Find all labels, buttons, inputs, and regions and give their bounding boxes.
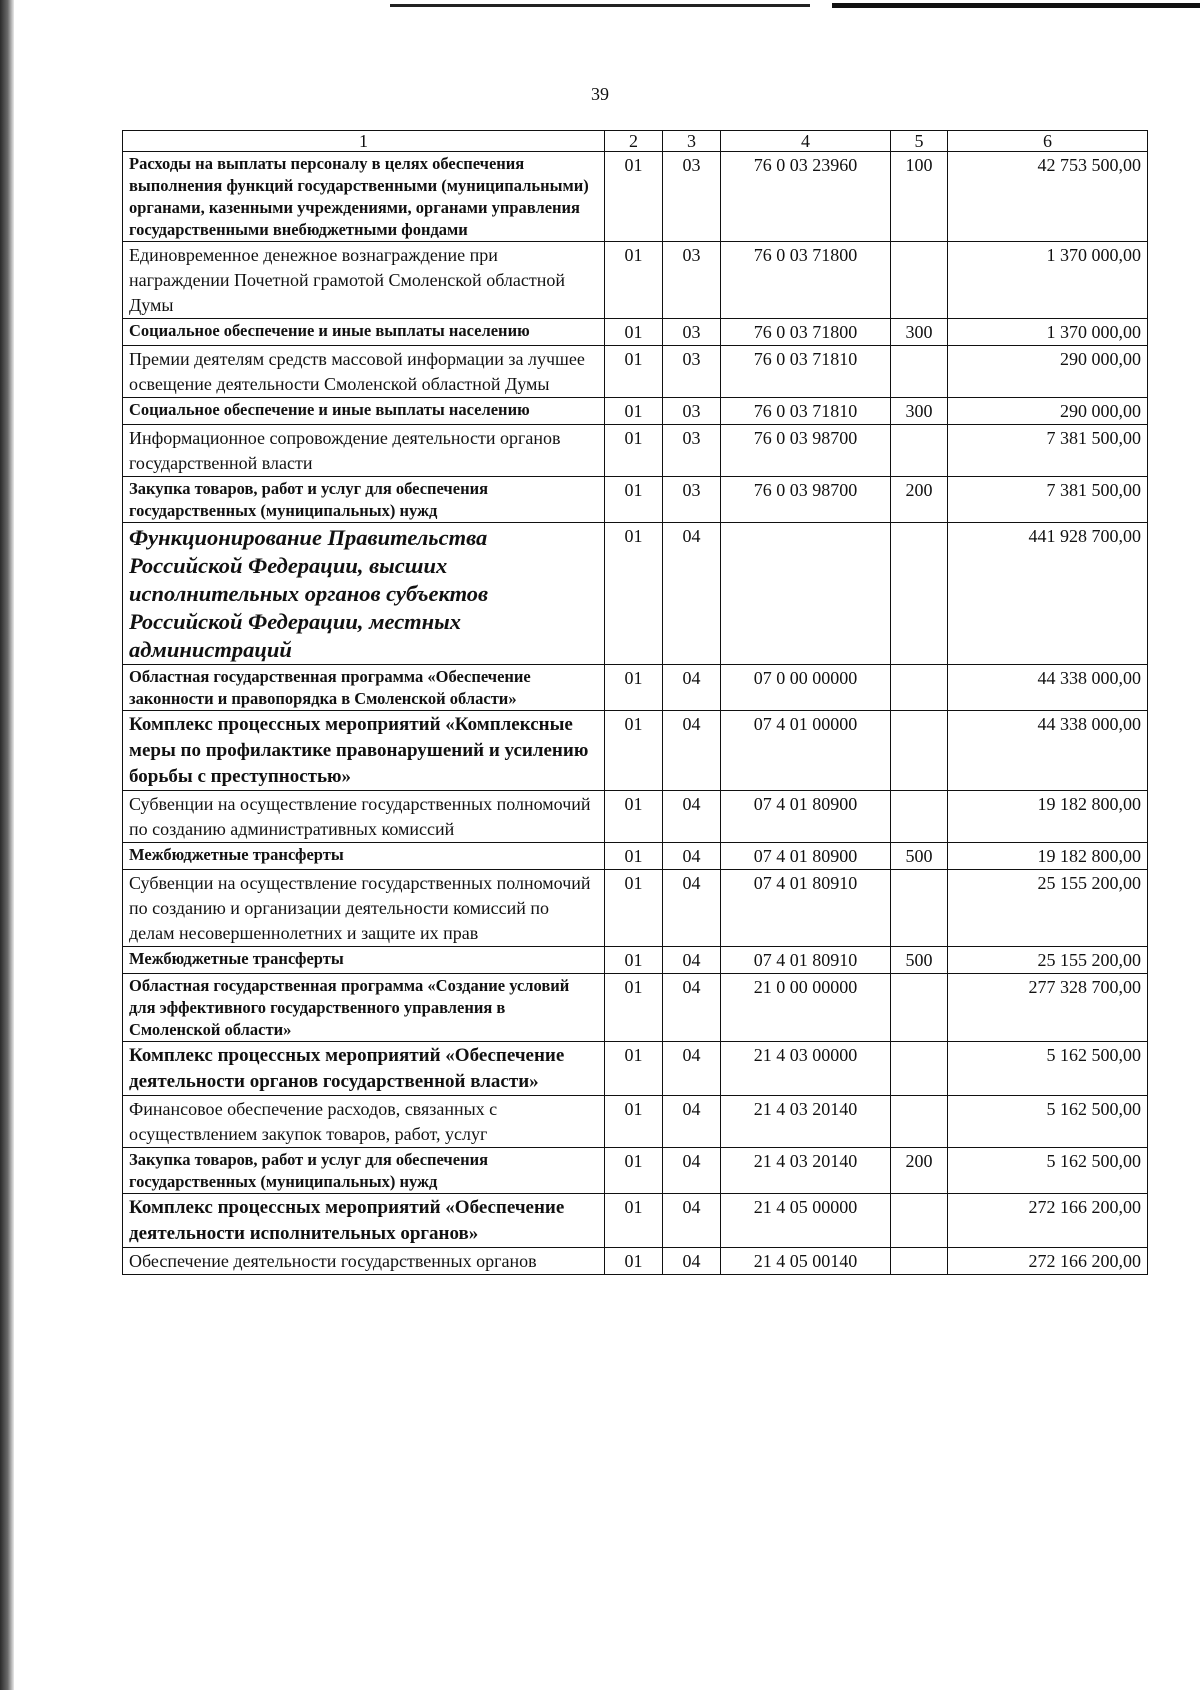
expense-type-code [891, 1248, 948, 1275]
section-code: 01 [605, 152, 663, 242]
subsection-code: 04 [663, 947, 721, 974]
subsection-code: 04 [663, 1194, 721, 1248]
amount: 19 182 800,00 [948, 843, 1148, 870]
page-number: 39 [591, 84, 609, 104]
subsection-code: 04 [663, 1096, 721, 1148]
table-row [123, 425, 1148, 477]
target-article-code: 76 0 03 98700 [721, 477, 891, 523]
amount: 19 182 800,00 [948, 791, 1148, 843]
expense-type-code: 500 [891, 843, 948, 870]
section-code: 01 [605, 346, 663, 398]
expense-type-code: 300 [891, 319, 948, 346]
table-row [123, 242, 1148, 319]
section-code: 01 [605, 1096, 663, 1148]
expense-type-code [891, 1042, 948, 1096]
table-row [123, 974, 1148, 1042]
section-code: 01 [605, 1248, 663, 1275]
row-name: Социальное обеспечение и иные выплаты населению [123, 319, 605, 346]
target-article-code: 07 0 00 00000 [721, 665, 891, 711]
table-body [123, 152, 1148, 1275]
amount: 272 166 200,00 [948, 1248, 1148, 1275]
row-name: Функционирование Правительства Российской Федерации, высших исполнительных органов субъектов Российской Федерации, местных администраций [123, 523, 605, 665]
amount: 277 328 700,00 [948, 974, 1148, 1042]
expense-type-code [891, 242, 948, 319]
header-row [123, 131, 1148, 152]
scan-top-line-right [832, 3, 1200, 8]
section-code: 01 [605, 242, 663, 319]
row-name: Информационное сопровождение деятельности органов государственной власти [123, 425, 605, 477]
amount: 44 338 000,00 [948, 711, 1148, 791]
row-name: Субвенции на осуществление государственных полномочий по созданию и организации деятельности комиссий по делам несовершеннолетних и защите их прав [123, 870, 605, 947]
subsection-code: 03 [663, 346, 721, 398]
table-row [123, 711, 1148, 791]
column-header: 2 [605, 131, 663, 152]
table-row [123, 477, 1148, 523]
table-row [123, 523, 1148, 665]
target-article-code: 76 0 03 71800 [721, 242, 891, 319]
amount: 42 753 500,00 [948, 152, 1148, 242]
table-row [123, 665, 1148, 711]
section-code: 01 [605, 947, 663, 974]
subsection-code: 03 [663, 398, 721, 425]
column-header: 6 [948, 131, 1148, 152]
table-row [123, 1194, 1148, 1248]
section-code: 01 [605, 1042, 663, 1096]
table-row [123, 843, 1148, 870]
section-code: 01 [605, 523, 663, 665]
amount: 290 000,00 [948, 398, 1148, 425]
section-code: 01 [605, 1148, 663, 1194]
section-code: 01 [605, 870, 663, 947]
target-article-code: 21 4 05 00000 [721, 1194, 891, 1248]
section-code: 01 [605, 425, 663, 477]
section-code: 01 [605, 843, 663, 870]
subsection-code: 04 [663, 1248, 721, 1275]
subsection-code: 04 [663, 791, 721, 843]
expense-type-code [891, 870, 948, 947]
section-code: 01 [605, 711, 663, 791]
target-article-code: 21 4 03 20140 [721, 1096, 891, 1148]
expense-type-code: 100 [891, 152, 948, 242]
amount: 44 338 000,00 [948, 665, 1148, 711]
subsection-code: 03 [663, 425, 721, 477]
amount: 7 381 500,00 [948, 477, 1148, 523]
row-name: Закупка товаров, работ и услуг для обеспечения государственных (муниципальных) нужд [123, 1148, 605, 1194]
expense-type-code [891, 711, 948, 791]
subsection-code: 03 [663, 152, 721, 242]
amount: 5 162 500,00 [948, 1096, 1148, 1148]
table-row [123, 1248, 1148, 1275]
target-article-code: 21 4 05 00140 [721, 1248, 891, 1275]
target-article-code: 07 4 01 80910 [721, 947, 891, 974]
table-row [123, 346, 1148, 398]
budget-table [122, 130, 1148, 1275]
expense-type-code: 200 [891, 477, 948, 523]
table-row [123, 1042, 1148, 1096]
expense-type-code [891, 425, 948, 477]
subsection-code: 03 [663, 319, 721, 346]
amount: 7 381 500,00 [948, 425, 1148, 477]
subsection-code: 04 [663, 1042, 721, 1096]
subsection-code: 04 [663, 870, 721, 947]
row-name: Комплекс процессных мероприятий «Обеспечение деятельности исполнительных органов» [123, 1194, 605, 1248]
amount: 272 166 200,00 [948, 1194, 1148, 1248]
table-row [123, 1096, 1148, 1148]
row-name: Областная государственная программа «Обеспечение законности и правопорядка в Смоленской области» [123, 665, 605, 711]
amount: 290 000,00 [948, 346, 1148, 398]
subsection-code: 04 [663, 711, 721, 791]
expense-type-code: 200 [891, 1148, 948, 1194]
amount: 1 370 000,00 [948, 242, 1148, 319]
row-name: Комплекс процессных мероприятий «Комплексные меры по профилактике правонарушений и усилению борьбы с преступностью» [123, 711, 605, 791]
subsection-code: 03 [663, 477, 721, 523]
row-name: Единовременное денежное вознаграждение при награждении Почетной грамотой Смоленской областной Думы [123, 242, 605, 319]
row-name: Премии деятелям средств массовой информации за лучшее освещение деятельности Смоленской областной Думы [123, 346, 605, 398]
scan-edge [0, 0, 14, 1690]
column-header: 4 [721, 131, 891, 152]
target-article-code: 76 0 03 98700 [721, 425, 891, 477]
expense-type-code [891, 1194, 948, 1248]
section-code: 01 [605, 974, 663, 1042]
target-article-code [721, 523, 891, 665]
scan-top-line [390, 4, 810, 7]
expense-type-code: 300 [891, 398, 948, 425]
row-name: Обеспечение деятельности государственных органов [123, 1248, 605, 1275]
row-name: Расходы на выплаты персоналу в целях обеспечения выполнения функций государственными (муниципальными) органами, казенными учреждениями, органами управления государственными внебюджетными фондами [123, 152, 605, 242]
table-row [123, 870, 1148, 947]
subsection-code: 04 [663, 1148, 721, 1194]
row-name: Финансовое обеспечение расходов, связанных с осуществлением закупок товаров, работ, услуг [123, 1096, 605, 1148]
target-article-code: 76 0 03 71800 [721, 319, 891, 346]
target-article-code: 76 0 03 23960 [721, 152, 891, 242]
row-name: Закупка товаров, работ и услуг для обеспечения государственных (муниципальных) нужд [123, 477, 605, 523]
target-article-code: 76 0 03 71810 [721, 346, 891, 398]
section-code: 01 [605, 1194, 663, 1248]
table-row [123, 947, 1148, 974]
target-article-code: 21 0 00 00000 [721, 974, 891, 1042]
expense-type-code [891, 1096, 948, 1148]
expense-type-code [891, 791, 948, 843]
target-article-code: 07 4 01 00000 [721, 711, 891, 791]
table-row [123, 791, 1148, 843]
target-article-code: 07 4 01 80910 [721, 870, 891, 947]
amount: 1 370 000,00 [948, 319, 1148, 346]
amount: 441 928 700,00 [948, 523, 1148, 665]
column-header: 1 [123, 131, 605, 152]
amount: 5 162 500,00 [948, 1148, 1148, 1194]
expense-type-code: 500 [891, 947, 948, 974]
target-article-code: 76 0 03 71810 [721, 398, 891, 425]
row-name: Комплекс процессных мероприятий «Обеспечение деятельности органов государственной власти» [123, 1042, 605, 1096]
row-name: Областная государственная программа «Создание условий для эффективного государственного управления в Смоленской области» [123, 974, 605, 1042]
section-code: 01 [605, 477, 663, 523]
table-row [123, 319, 1148, 346]
target-article-code: 21 4 03 20140 [721, 1148, 891, 1194]
target-article-code: 21 4 03 00000 [721, 1042, 891, 1096]
table-row [123, 152, 1148, 242]
subsection-code: 04 [663, 974, 721, 1042]
expense-type-code [891, 523, 948, 665]
section-code: 01 [605, 398, 663, 425]
expense-type-code [891, 974, 948, 1042]
subsection-code: 03 [663, 242, 721, 319]
row-name: Межбюджетные трансферты [123, 843, 605, 870]
column-header: 3 [663, 131, 721, 152]
row-name: Социальное обеспечение и иные выплаты населению [123, 398, 605, 425]
subsection-code: 04 [663, 843, 721, 870]
column-header: 5 [891, 131, 948, 152]
table-row [123, 398, 1148, 425]
section-code: 01 [605, 319, 663, 346]
section-code: 01 [605, 791, 663, 843]
table-row [123, 1148, 1148, 1194]
section-code: 01 [605, 665, 663, 711]
amount: 5 162 500,00 [948, 1042, 1148, 1096]
row-name: Межбюджетные трансферты [123, 947, 605, 974]
target-article-code: 07 4 01 80900 [721, 843, 891, 870]
subsection-code: 04 [663, 523, 721, 665]
amount: 25 155 200,00 [948, 870, 1148, 947]
amount: 25 155 200,00 [948, 947, 1148, 974]
row-name: Субвенции на осуществление государственных полномочий по созданию административных комиссий [123, 791, 605, 843]
subsection-code: 04 [663, 665, 721, 711]
expense-type-code [891, 346, 948, 398]
expense-type-code [891, 665, 948, 711]
target-article-code: 07 4 01 80900 [721, 791, 891, 843]
